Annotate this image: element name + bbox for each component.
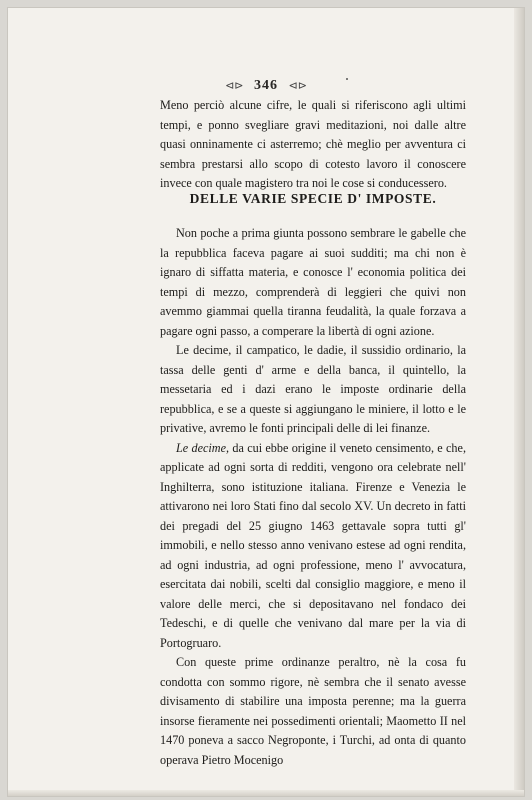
page-edge-shadow	[514, 8, 524, 796]
page-number: 346	[254, 78, 278, 93]
page-header	[8, 78, 524, 94]
paragraph-decime	[160, 439, 466, 654]
decime-italic-lead: Le decime,	[176, 440, 230, 455]
ink-speck	[346, 78, 348, 80]
ornament-left: ⊲⊳	[225, 80, 244, 92]
body-text-block	[160, 224, 466, 770]
intro-paragraph: Meno perciò alcune cifre, le quali si riferiscono agli ultimi tempi, e ponno svegliare gravi meditazioni, noi dalle altre quasi onninamente ci asterremo; chè meglio per avventura ci sembra prestarsi allo scopo di cotesto lavoro il conoscere invece con quale magistero tra noi le cose si conducessero.	[160, 98, 466, 190]
paragraph-ordinanze: Con queste prime ordinanze peraltro, nè la cosa fu condotta con sommo rigore, nè sembra che il senato avesse divisamento di stabilire una imposta perenne; ma la guerra insorse fieramente nei possedimenti orientali; Maometto II nel 1470 poneva a sacco Negroponte, i Turchi, ad onta di quanto operava Pietro Mocenigo	[160, 655, 466, 767]
intro-text-block	[160, 96, 466, 194]
paragraph-gabelle: Non poche a prima giunta possono sembrare le gabelle che la repubblica faceva pagare ai suoi sudditi; ma chi non è ignaro di siffatta materia, e conosce l' economia politica dei tempi di mezzo, comprenderà di leggieri che quivi non avemmo giammai quella tiranna feudalità, la quale forzava a pagare ogni passo, a comperare la libertà di ogni azione.	[160, 226, 466, 338]
paragraph-imposte: Le decime, il campatico, le dadie, il sussidio ordinario, la tassa delle genti d' arme e della banca, il quintello, la messetaria ed i dazi erano le imposte ordinarie della repubblica, e se a queste si aggiungano le miniere, il lotto e le privative, avremo le fonti principali delle di lei finanze.	[160, 343, 466, 435]
ornament-right: ⊲⊳	[288, 80, 307, 92]
page-bottom-shadow	[8, 790, 524, 796]
section-heading: DELLE VARIE SPECIE D' IMPOSTE.	[189, 191, 437, 206]
book-page	[8, 8, 524, 796]
decime-text: da cui ebbe origine il veneto censimento, e che, applicate ad ogni sorta di redditi, vengono ora celebrate nell' Inghilterra, sono istituzione italiana. Firenze e Venezia le attivarono nei loro Stati fino dal secolo XV. Un decreto in fatti dei pregadi del 25 giugno 1463 gettavale sopra tutti gl' immobili, e nello stesso anno venivano estese ad ogni rendita, ad ogni industria, ad ogni professione, meno l' avvocatura, esercitata dai nobili, scelti dal consiglio maggiore, e meno il valore delle merci, che si depositavano nel fondaco dei Tedeschi, e di quelle che venivano dal mare per la via di Portogruaro.	[160, 440, 466, 650]
